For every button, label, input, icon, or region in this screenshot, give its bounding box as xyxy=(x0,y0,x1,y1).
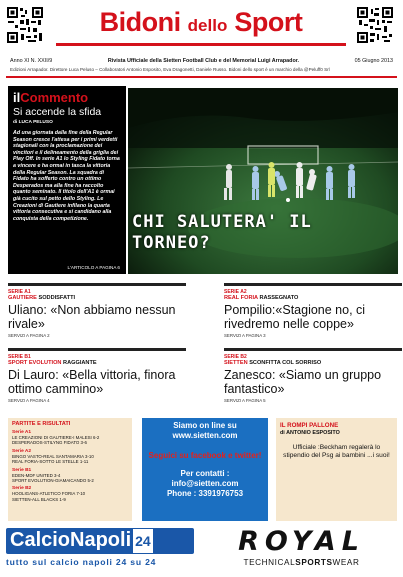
story-league: SERIE A2 xyxy=(224,289,247,295)
commento-title: Si accende la sfida xyxy=(13,106,102,118)
story-subtitle: GAUTIERE SODDISFATTI xyxy=(8,295,76,301)
commento-box xyxy=(8,86,126,274)
story-serie-a1 xyxy=(8,283,186,338)
calcionapoli-wordmark: CalcioNapoli 24 xyxy=(6,528,194,554)
commento-label: ilCommento xyxy=(13,90,89,105)
contacts-label: Per contatti : xyxy=(180,469,230,478)
royal-wordmark: ROYAL xyxy=(238,526,365,557)
commento-byline: di LUCA PELUSO xyxy=(13,120,53,125)
issue-line xyxy=(10,58,393,64)
results-league: Serie B2 xyxy=(12,486,32,492)
story-page-ref: SERVIZI A PAGINA 4 xyxy=(8,398,50,403)
online-info-box xyxy=(142,418,268,521)
result-line: DESPERADOS-STILYNG FIDATO 3-6 xyxy=(12,440,87,446)
rompi-author: di ANTONIO ESPOSITO xyxy=(280,430,340,436)
masthead-rule xyxy=(56,43,346,46)
story-headline: Di Lauro: «Bella vittoria, finora ottimo cammino» xyxy=(8,368,176,396)
header-divider xyxy=(6,76,397,78)
masthead xyxy=(50,6,352,46)
result-line: SPORT EVOLUTION-GIAMAICANDO 5-2 xyxy=(12,478,94,484)
result-line: SIETTEN-ALL BLACKS 1-9 xyxy=(12,496,66,502)
result-line: BINGO VASTO-REAL SANTAMARIA 3-10 xyxy=(12,453,94,459)
cn-24-badge: 24 xyxy=(133,529,153,553)
story-subtitle: SPORT EVOLUTION RAGGIANTE xyxy=(8,360,97,366)
rompi-pallone-box xyxy=(276,418,397,521)
contact-email[interactable]: info@sietten.com xyxy=(171,479,239,488)
cover-headline: CHI SALUTERA' IL TORNEO? xyxy=(132,212,312,253)
result-line: HOOLIGANS-ATLETICO FORIA 7-10 xyxy=(12,491,86,497)
issue-number: Anno XI N. XXII/9 xyxy=(10,58,53,64)
story-league: SERIE B2 xyxy=(224,354,247,360)
commento-page-ref: L'ARTICOLO A PAGINA 6 xyxy=(67,265,120,270)
online-label: Siamo on line su xyxy=(173,421,237,430)
story-subtitle: REAL FORIA RASSEGNATO xyxy=(224,295,299,301)
rompi-title: IL ROMPI PALLONE xyxy=(280,422,339,429)
story-headline: Uliano: «Non abbiamo nessun rivale» xyxy=(8,303,176,331)
qr-code-right xyxy=(356,6,394,44)
result-line: EDEN-MDF UNITED 3-4 xyxy=(12,472,61,478)
newspaper-title: Bidoni dello Sport xyxy=(99,7,303,37)
story-page-ref: SERVIZI A PAGINA 3 xyxy=(224,333,266,338)
qr-code-left xyxy=(6,6,44,44)
credits-line: Edizioni Arrapador. Direttore Luca Peluso – Collaboratori Antonio Esposito, Eva Dragonetti, Daniele Russo. Bidoni dello sport è un marchio della @Peluff0 Srl xyxy=(10,67,330,72)
story-page-ref: SERVIZI A PAGINA 5 xyxy=(224,398,266,403)
results-league: Serie B1 xyxy=(12,467,32,473)
story-rule xyxy=(224,348,402,351)
social-follow-link[interactable]: Seguici su facebook e twitter! xyxy=(148,451,262,460)
story-page-ref: SERVIZI A PAGINA 2 xyxy=(8,333,50,338)
commento-body: Ad una giornata dalla fine della Regular Season cresce l'attesa per i primi verdetti stagionali con la proclamazione dei vincitori e il delineamento della griglia dei Play Off. In serie A1 lo Styling Fidato torna a vincere e ha ormai in tasca la vittoria della Regular Season. La squadra di Fidato ha sofferto contro un ottimo Desperados ma alla fine ha raccolto quanto seminato. Il titolo dell'A1 è ormai già cucito sul petto dello Styling. Le Creazioni di Gautiere infilano la quarta vittoria consecutiva e si candidano alla conquista della competizione. xyxy=(13,130,120,222)
results-league: Serie A1 xyxy=(12,430,32,435)
result-line: LE CREAZIONI DI GAUTIERE-I MALESI 6-2 xyxy=(12,435,100,440)
story-rule xyxy=(8,283,186,286)
story-serie-b1 xyxy=(8,348,186,403)
royal-tagline: TECHNICALSPORTSWEAR xyxy=(243,558,360,567)
result-line: REAL FORIA-SOTTO LE STELLE 1-11 xyxy=(12,459,89,465)
calcionapoli-tagline: tutto sul calcio napoli 24 su 24 xyxy=(6,557,157,567)
cover-photo xyxy=(128,88,398,274)
story-rule xyxy=(224,283,402,286)
website-link[interactable]: www.sietten.com xyxy=(172,431,238,440)
story-league: SERIE B1 xyxy=(8,354,31,360)
royal-sportswear-logo xyxy=(206,528,397,572)
calcionapoli24-logo xyxy=(6,528,194,572)
story-league: SERIE A1 xyxy=(8,289,31,295)
contact-phone: Phone : 3391976753 xyxy=(166,489,244,498)
issue-date: 05 Giugno 2013 xyxy=(354,58,393,64)
story-subtitle: SIETTEN SCONFITTA COL SORRISO xyxy=(224,360,322,366)
story-headline: Pompilio:«Stagione no, ci rivedremo nelle coppe» xyxy=(224,303,366,331)
story-headline: Zanesco: «Siamo un gruppo fantastico» xyxy=(224,368,382,396)
tagline: Rivista Ufficiale della Sietten Football Club e del Memorial Luigi Arrapador. xyxy=(107,58,300,64)
rompi-body: Ufficiale :Beckham regalerà lo stipendio del Psg ai bambini ...i suoi! xyxy=(283,444,390,459)
results-box xyxy=(8,418,132,521)
results-title: PARTITE E RISULTATI xyxy=(12,421,71,427)
story-rule xyxy=(8,348,186,351)
story-serie-a2 xyxy=(224,283,402,338)
story-serie-b2 xyxy=(224,348,402,403)
results-league: Serie A2 xyxy=(12,448,32,454)
